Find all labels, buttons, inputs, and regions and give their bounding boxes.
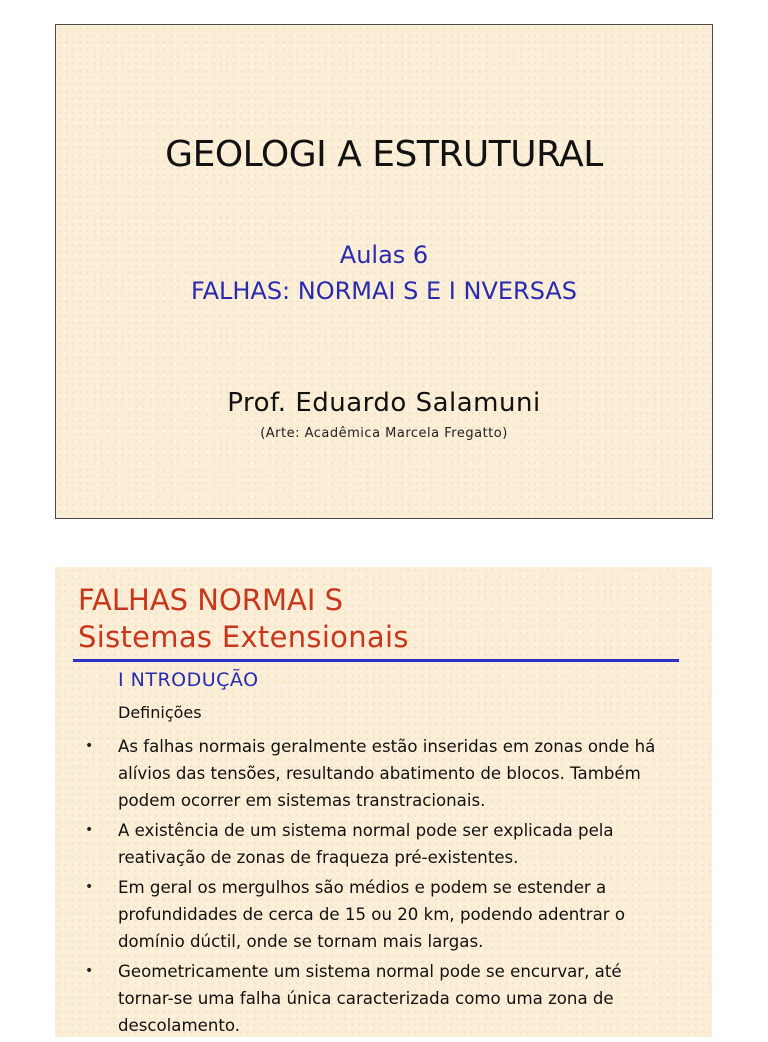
definitions-heading: Definições	[118, 703, 202, 722]
bullet-icon: •	[85, 822, 94, 838]
list-item	[55, 874, 712, 955]
title-slide	[55, 24, 713, 519]
bullet-text: As falhas normais geralmente estão inseridas em zonas onde há alívios das tensões, resultando abatimento de blocos. Também podem ocorrer em sistemas transtracionais.	[118, 737, 656, 810]
section-subtitle: Sistemas Extensionais	[78, 620, 409, 654]
lesson-topic: FALHAS: NORMAI S E I NVERSAS	[190, 277, 578, 305]
bullet-text: Em geral os mergulhos são médios e podem se estender a profundidades de cerca de 15 ou 20 km, podendo adentrar o domínio dúctil, onde se tornam mais largas.	[118, 878, 626, 951]
list-item	[55, 817, 712, 871]
slide-title: GEOLOGI A ESTRUTURAL	[165, 134, 603, 175]
content-slide	[55, 567, 712, 1037]
bullet-text: A existência de um sistema normal pode ser explicada pela reativação de zonas de fraqueza pré-existentes.	[118, 821, 614, 867]
list-item	[55, 733, 712, 814]
author-name: Prof. Eduardo Salamuni	[227, 388, 541, 418]
art-credit: (Arte: Acadêmica Marcela Fregatto)	[260, 426, 508, 441]
section-title: FALHAS NORMAI S	[78, 583, 343, 617]
bullet-icon: •	[85, 963, 94, 979]
bullet-icon: •	[85, 738, 94, 754]
bullet-icon: •	[85, 879, 94, 895]
introduction-heading: I NTRODUÇÃO	[118, 669, 259, 691]
bullet-list	[55, 733, 712, 1042]
lesson-number: Aulas 6	[339, 241, 429, 269]
list-item	[55, 958, 712, 1039]
title-divider	[73, 659, 679, 662]
bullet-text: Geometricamente um sistema normal pode se encurvar, até tornar-se uma falha única caracterizada como uma zona de descolamento.	[118, 962, 622, 1035]
